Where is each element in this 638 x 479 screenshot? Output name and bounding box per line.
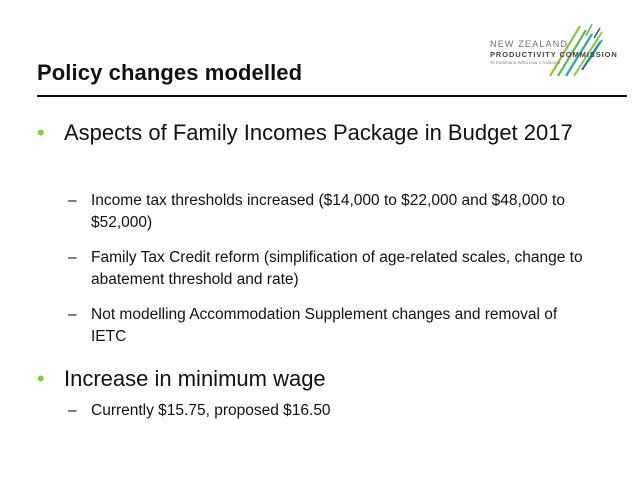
dash-icon: – xyxy=(68,192,77,209)
commission-logo xyxy=(488,18,618,78)
logo-line-1: NEW ZEALAND xyxy=(490,39,569,49)
sub-bullet-text: Income tax thresholds increased ($14,000 to $22,000 and $48,000 to $52,000) xyxy=(91,192,565,231)
sub-bullet-text: Family Tax Credit reform (simplification of age-related scales, change to abatement threshold and rate) xyxy=(91,249,583,288)
bullet-item xyxy=(37,118,597,147)
bullet-item xyxy=(37,364,597,393)
sub-bullet-item xyxy=(68,190,588,234)
sub-bullet-text: Currently $15.75, proposed $16.50 xyxy=(91,402,331,419)
dash-icon: – xyxy=(68,306,77,323)
title-divider xyxy=(37,95,627,97)
bullet-text: Increase in minimum wage xyxy=(64,366,326,391)
sub-bullet-item xyxy=(68,247,588,291)
logo-line-2: PRODUCTIVITY COMMISSION xyxy=(490,50,618,59)
slide-title: Policy changes modelled xyxy=(37,60,303,85)
sub-bullet-item xyxy=(68,304,588,348)
bullet-icon: • xyxy=(37,120,45,145)
dash-icon: – xyxy=(68,249,77,266)
bullet-icon: • xyxy=(37,366,45,391)
sub-bullet-text: Not modelling Accommodation Supplement changes and removal of IETC xyxy=(91,306,558,345)
dash-icon: – xyxy=(68,402,77,419)
bullet-text: Aspects of Family Incomes Package in Budget 2017 xyxy=(64,120,573,145)
logo-line-3: Te Kōmihana Whai Hua o Aotearoa xyxy=(490,59,561,65)
sub-bullet-item xyxy=(68,400,588,422)
